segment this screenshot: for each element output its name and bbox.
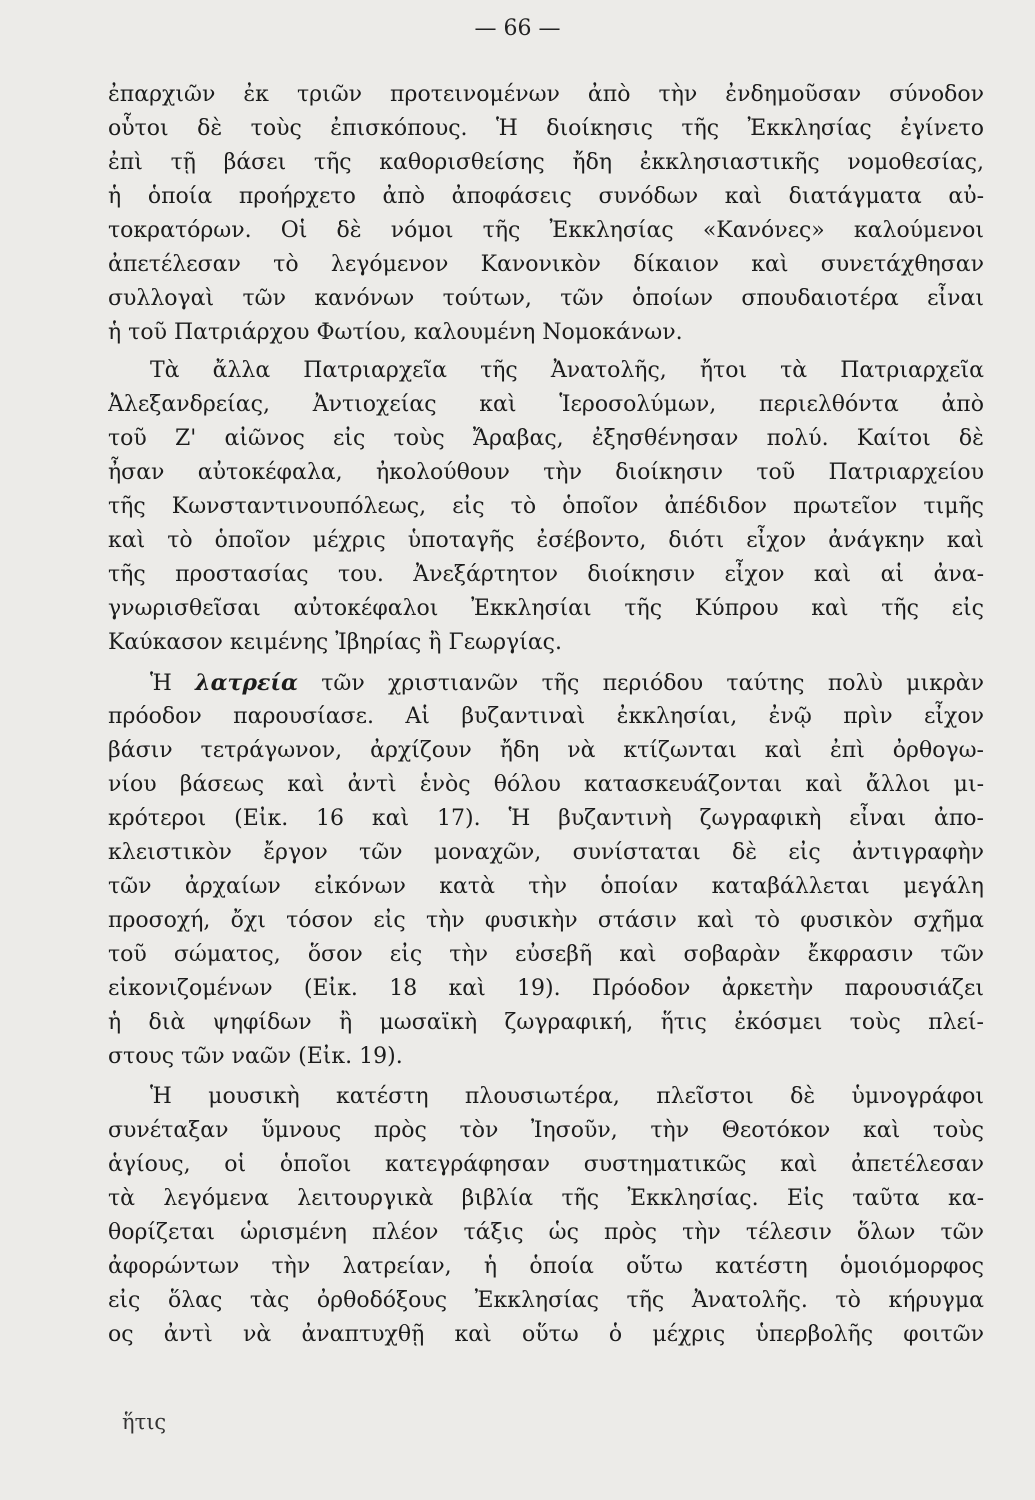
emphasized-word: λατρεία [195,670,298,696]
text-line: ἡ διὰ ψηφίδων ἢ μωσαϊκὴ ζωγραφική, ἥτις ἐκόσμει τοὺς πλεί- [108,1010,984,1035]
text-line: πρόοδον παρουσίασε. Αἱ βυζαντιναὶ ἐκκλησίαι, ἐνῷ πρὶν εἶχον [108,704,984,729]
text-line: ἀπετέλεσαν τὸ λεγόμενον Κανονικὸν δίκαιον καὶ συνετάχθησαν [108,252,984,277]
text-line: ος ἀντὶ νὰ ἀναπτυχθῇ καὶ οὕτω ὁ μέχρις ὑπερβολῆς φοιτῶν [108,1322,984,1347]
text-line: γνωρισθεῖσαι αὐτοκέφαλοι Ἐκκλησίαι τῆς Κύπρου καὶ τῆς εἰς [108,596,984,621]
text-line: τῶν ἀρχαίων εἰκόνων κατὰ τὴν ὁποίαν καταβάλλεται μεγάλη [108,874,984,899]
text-line-latreia: Ἡ λατρεία τῶν χριστιανῶν τῆς περιόδου ταύτης πολὺ μικρὰν [150,670,984,696]
text-line: Ἡ μουσικὴ κατέστη πλουσιωτέρα, πλεῖστοι δὲ ὑμνογράφοι [150,1084,984,1109]
text-line: ἡ ὁποία προήρχετο ἀπὸ ἀποφάσεις συνόδων καὶ διατάγματα αὐ- [108,184,984,209]
page-number: — 66 — [474,16,561,41]
text-line: τῆς προστασίας του. Ἀνεξάρτητον διοίκησιν εἶχον καὶ αἱ ἀνα- [108,562,984,587]
text-line: συλλογαὶ τῶν κανόνων τούτων, τῶν ὁποίων σπουδαιοτέρα εἶναι [108,286,984,311]
text-line: τὰ λεγόμενα λειτουργικὰ βιβλία τῆς Ἐκκλησίας. Εἰς ταῦτα κα- [108,1186,984,1211]
text-line: ἡ τοῦ Πατριάρχου Φωτίου, καλουμένη Νομοκάνων. [108,320,683,345]
text-line: στους τῶν ναῶν (Εἰκ. 19). [108,1044,403,1069]
catchword: ἥτις [122,1410,167,1434]
text-line: τῆς Κωνσταντινουπόλεως, εἰς τὸ ὁποῖον ἀπέδιδον πρωτεῖον τιμῆς [108,494,984,519]
text-line: προσοχή, ὄχι τόσον εἰς τὴν φυσικὴν στάσιν καὶ τὸ φυσικὸν σχῆμα [108,908,984,933]
text-line: Καύκασον κειμένης Ἰβηρίας ἢ Γεωργίας. [108,630,562,655]
text-line: συνέταξαν ὕμνους πρὸς τὸν Ἰησοῦν, τὴν Θεοτόκον καὶ τοὺς [108,1118,984,1143]
text-line: ἀφορώντων τὴν λατρείαν, ἡ ὁποία οὕτω κατέστη ὁμοιόμορφος [108,1254,984,1279]
text-line: εἰκονιζομένων (Εἰκ. 18 καὶ 19). Πρόοδον ἀρκετὴν παρουσιάζει [108,976,984,1001]
text-line: κρότεροι (Εἰκ. 16 καὶ 17). Ἡ βυζαντινὴ ζωγραφικὴ εἶναι ἀπο- [108,806,984,831]
text-line: ἐπὶ τῇ βάσει τῆς καθορισθείσης ἤδη ἐκκλησιαστικῆς νομοθεσίας, [108,150,984,175]
text-line: ἦσαν αὐτοκέφαλα, ἠκολούθουν τὴν διοίκησιν τοῦ Πατριαρχείου [108,460,984,485]
text-line: τοκρατόρων. Οἱ δὲ νόμοι τῆς Ἐκκλησίας «Κανόνες» καλούμενοι [108,218,984,243]
text-line: τοῦ Ζ' αἰῶνος εἰς τοὺς Ἄραβας, ἐξησθένησαν πολύ. Καίτοι δὲ [108,426,984,451]
text-line: ἁγίους, οἱ ὁποῖοι κατεγράφησαν συστηματικῶς καὶ ἀπετέλεσαν [108,1152,984,1177]
text-line: εἰς ὅλας τὰς ὀρθοδόξους Ἐκκλησίας τῆς Ἀνατολῆς. τὸ κήρυγμα [108,1288,984,1313]
text-line: τοῦ σώματος, ὅσον εἰς τὴν εὐσεβῆ καὶ σοβαρὰν ἔκφρασιν τῶν [108,942,984,967]
text-line: Ἀλεξανδρείας, Ἀντιοχείας καὶ Ἱεροσολύμων, περιελθόντα ἀπὸ [108,392,984,417]
text-line: βάσιν τετράγωνον, ἀρχίζουν ἤδη νὰ κτίζωνται καὶ ἐπὶ ὀρθογω- [108,738,984,763]
text-line: θορίζεται ὡρισμένη πλέον τάξις ὡς πρὸς τὴν τέλεσιν ὅλων τῶν [108,1220,984,1245]
text-line: νίου βάσεως καὶ ἀντὶ ἑνὸς θόλου κατασκευάζονται καὶ ἄλλοι μι- [108,772,984,797]
text-line: καὶ τὸ ὁποῖον μέχρις ὑποταγῆς ἐσέβοντο, διότι εἶχον ἀνάγκην καὶ [108,528,984,553]
text-line: ἐπαρχιῶν ἐκ τριῶν προτεινομένων ἀπὸ τὴν ἐνδημοῦσαν σύνοδον [108,82,984,107]
text-line-rest: τῶν χριστιανῶν τῆς περιόδου ταύτης πολὺ μικρὰν [297,671,984,696]
text-line: Τὰ ἄλλα Πατριαρχεῖα τῆς Ἀνατολῆς, ἤτοι τὰ Πατριαρχεῖα [150,358,984,383]
text-line: κλειστικὸν ἔργον τῶν μοναχῶν, συνίσταται δὲ εἰς ἀντιγραφὴν [108,840,984,865]
text-line: οὗτοι δὲ τοὺς ἐπισκόπους. Ἡ διοίκησις τῆς Ἐκκλησίας ἐγίνετο [108,116,984,141]
